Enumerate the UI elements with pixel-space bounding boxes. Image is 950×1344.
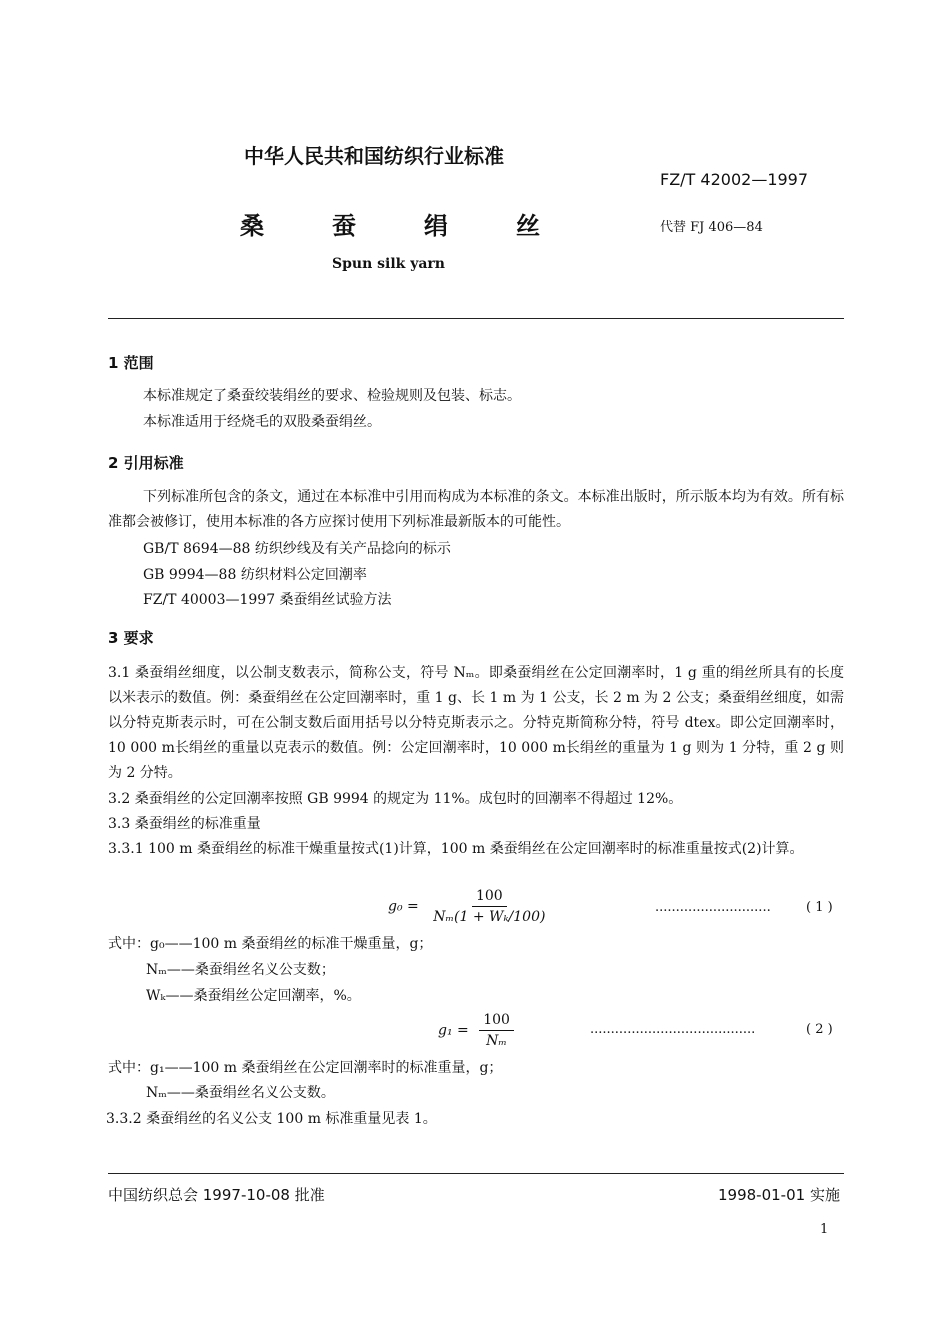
where-line: 式中：g₀——100 m 桑蚕绢丝的标准干燥重量，g；	[108, 936, 433, 952]
english-title: Spun silk yarn	[332, 256, 445, 272]
formula-2-number: ( 2 )	[806, 1022, 833, 1037]
formula-1-fraction	[429, 888, 549, 925]
clause-3-3: 3.3 桑蚕绢丝的标准重量	[108, 816, 261, 832]
title-char-3: 绢	[424, 212, 448, 240]
page-number: 1	[820, 1222, 829, 1237]
formula-2-lhs: g₁ =	[438, 1022, 469, 1039]
document-title	[240, 206, 608, 241]
clause-3-1: 3.1 桑蚕绢丝细度，以公制支数表示，简称公支，符号 Nₘ。即桑蚕绢丝在公定回潮率时，1 g 重的绢丝所具有的长度以米表示的数值。例：桑蚕绢丝在公定回潮率时，重 1 g、长 1 m 为 1 公支，长 2 m 为 2 公支；桑蚕绢丝细度，如需以分特克斯表示时，可在公制支数后面用括号以分特克斯表示之。分特克斯简称分特，符号 dtex。即公定回潮率时，10 000 m长绢丝的重量以克表示的数值。例：公定回潮率时，10 000 m长绢丝的重量为 1 g 则为 1 分特，重 2 g 则为 2 分特。	[108, 665, 844, 781]
section-2-heading: 2 引用标准	[108, 454, 184, 472]
where-line: 式中：g₁——100 m 桑蚕绢丝在公定回潮率时的标准重量，g；	[108, 1060, 503, 1076]
section-1-paragraph-2: 本标准适用于经烧毛的双股桑蚕绢丝。	[143, 414, 381, 430]
formula-1-lhs: g₀ =	[388, 898, 419, 915]
footer-divider	[108, 1173, 844, 1174]
title-char-2: 蚕	[332, 212, 356, 240]
where-line: Wₖ——桑蚕绢丝公定回潮率，%。	[146, 988, 361, 1004]
formula-2-leader: ........................................	[590, 1022, 756, 1037]
formula-2-denominator: Nₘ	[486, 1033, 507, 1049]
reference-item: FZ/T 40003—1997 桑蚕绢丝试验方法	[143, 592, 392, 608]
formula-1-numerator: 100	[472, 888, 507, 907]
implementation-date: 1998-01-01 实施	[718, 1186, 840, 1204]
formula-1-denominator: Nₘ(1 + Wₖ/100)	[433, 909, 546, 925]
reference-item: GB/T 8694—88 纺织纱线及有关产品捻向的标示	[143, 541, 451, 557]
clause-3-2: 3.2 桑蚕绢丝的公定回潮率按照 GB 9994 的规定为 11%。成包时的回潮率不得超过 12%。	[108, 791, 683, 807]
header-divider	[108, 318, 844, 319]
approval-date: 中国纺织总会 1997-10-08 批准	[108, 1186, 325, 1204]
formula-1	[388, 888, 549, 925]
formula-1-leader: ............................	[655, 900, 771, 915]
formula-2-numerator: 100	[479, 1012, 514, 1031]
formula-1-number: ( 1 )	[806, 900, 833, 915]
title-char-4: 丝	[516, 212, 540, 240]
section-2-intro: 下列标准所包含的条文，通过在本标准中引用而构成为本标准的条文。本标准出版时，所示版本均为有效。所有标准都会被修订，使用本标准的各方应探讨使用下列标准最新版本的可能性。	[108, 489, 844, 530]
section-1-paragraph-1: 本标准规定了桑蚕绞装绢丝的要求、检验规则及包装、标志。	[143, 388, 521, 404]
section-1-heading: 1 范围	[108, 354, 154, 372]
clause-3-3-2: 3.3.2 桑蚕绢丝的名义公支 100 m 标准重量见表 1。	[106, 1111, 437, 1127]
formula-2	[438, 1012, 514, 1049]
where-line: Nₘ——桑蚕绢丝名义公支数。	[146, 1085, 335, 1101]
reference-item: GB 9994—88 纺织材料公定回潮率	[143, 567, 367, 583]
formula-2-fraction	[479, 1012, 514, 1049]
section-3-heading: 3 要求	[108, 629, 154, 647]
clause-3-3-1: 3.3.1 100 m 桑蚕绢丝的标准干燥重量按式(1)计算，100 m 桑蚕绢丝在公定回潮率时的标准重量按式(2)计算。	[108, 841, 804, 857]
title-char-1: 桑	[240, 212, 264, 240]
standard-number: FZ/T 42002—1997	[660, 170, 809, 189]
issuing-body-title: 中华人民共和国纺织行业标准	[244, 144, 504, 168]
replaces-note: 代替 FJ 406—84	[660, 220, 763, 235]
where-line: Nₘ——桑蚕绢丝名义公支数；	[146, 962, 335, 978]
